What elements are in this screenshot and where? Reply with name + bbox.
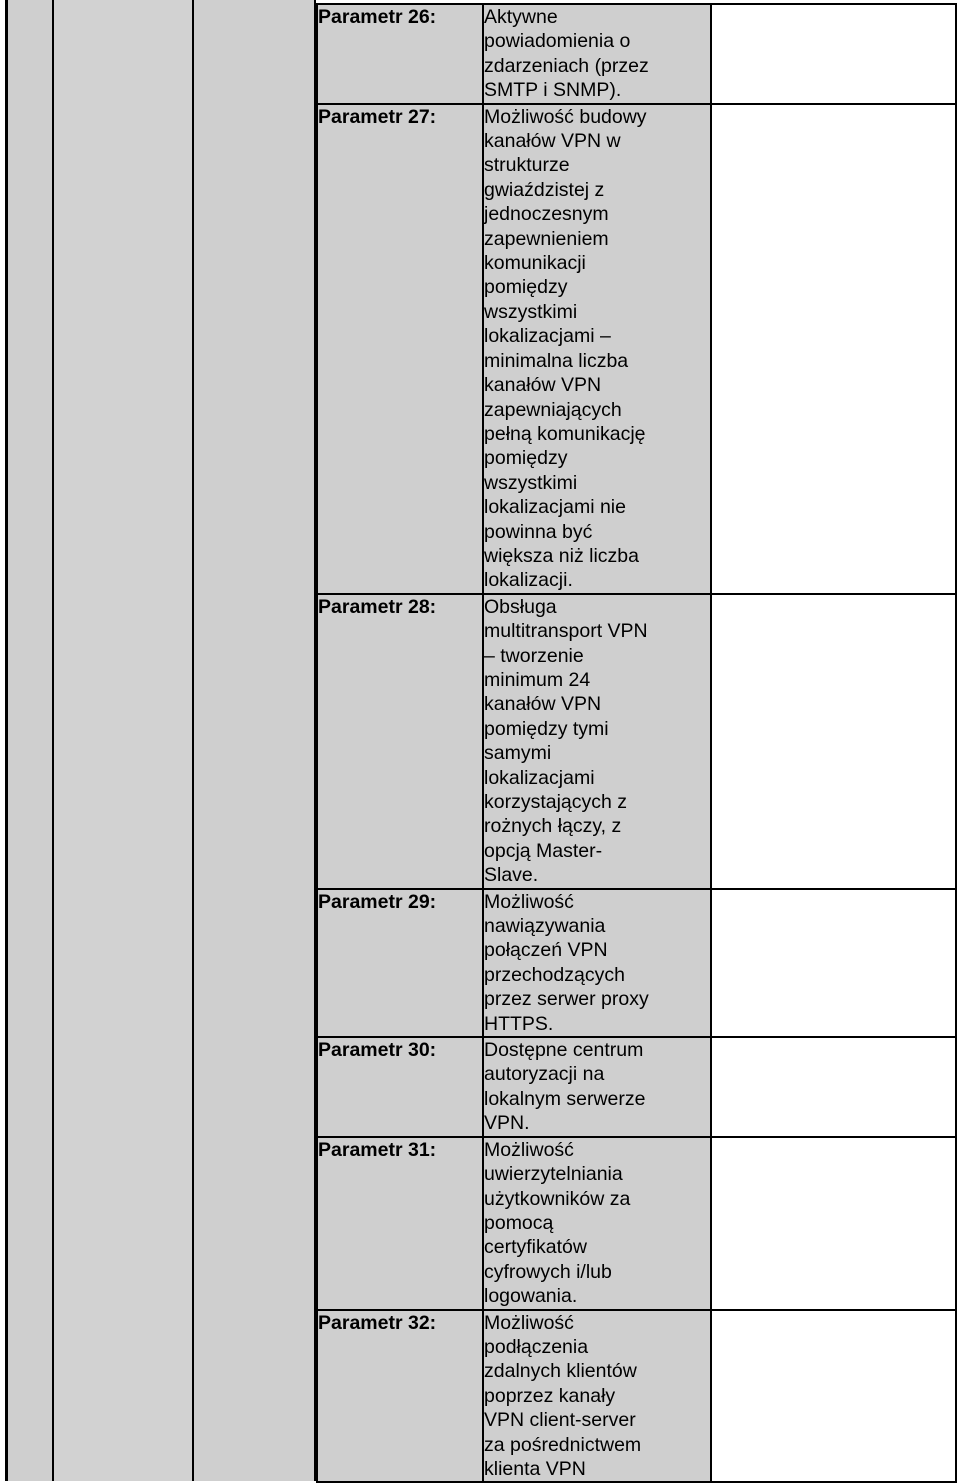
value-cell <box>711 1137 956 1310</box>
param-description: Obsługa multitransport VPN – tworzenie minimum 24 kanałów VPN pomiędzy tymi samymi lokalizacjami korzystających z rożnych łączy, z opcją Master- Slave. <box>483 594 711 889</box>
left-column-1 <box>8 0 52 1481</box>
value-cell <box>711 104 956 594</box>
spec-table <box>316 3 957 1483</box>
param-description: Możliwość podłączenia zdalnych klientów poprzez kanały VPN client-server za pośrednictwem klienta VPN <box>483 1310 711 1483</box>
table-row <box>317 889 956 1037</box>
param-label: Parametr 27: <box>317 104 483 594</box>
value-cell <box>711 4 956 104</box>
left-border-2 <box>52 0 54 1481</box>
table-row <box>317 594 956 889</box>
table-row <box>317 1137 956 1310</box>
param-label: Parametr 31: <box>317 1137 483 1310</box>
table-row <box>317 104 956 594</box>
param-label: Parametr 26: <box>317 4 483 104</box>
value-cell <box>711 594 956 889</box>
param-description: Możliwość uwierzytelniania użytkowników za pomocą certyfikatów cyfrowych i/lub logowania. <box>483 1137 711 1310</box>
left-column-2 <box>54 0 192 1481</box>
left-border-3 <box>192 0 194 1481</box>
param-description: Aktywne powiadomienia o zdarzeniach (przez SMTP i SNMP). <box>483 4 711 104</box>
value-cell <box>711 1037 956 1137</box>
param-description: Możliwość budowy kanałów VPN w strukturze gwiaździstej z jednoczesnym zapewnieniem komunikacji pomiędzy wszystkimi lokalizacjami – minimalna liczba kanałów VPN zapewniających pełną komunikację pomiędzy wszystkimi lokalizacjami nie powinna być większa niż liczba lokalizacji. <box>483 104 711 594</box>
left-border-1 <box>5 0 8 1481</box>
value-cell <box>711 1310 956 1483</box>
table-row <box>317 1037 956 1137</box>
param-description: Możliwość nawiązywania połączeń VPN przechodzących przez serwer proxy HTTPS. <box>483 889 711 1037</box>
param-label: Parametr 30: <box>317 1037 483 1137</box>
value-cell <box>711 889 956 1037</box>
param-label: Parametr 32: <box>317 1310 483 1483</box>
left-column-3 <box>194 0 314 1481</box>
param-label: Parametr 28: <box>317 594 483 889</box>
table-row <box>317 4 956 104</box>
param-label: Parametr 29: <box>317 889 483 1037</box>
param-description: Dostępne centrum autoryzacji na lokalnym serwerze VPN. <box>483 1037 711 1137</box>
table-row <box>317 1310 956 1483</box>
